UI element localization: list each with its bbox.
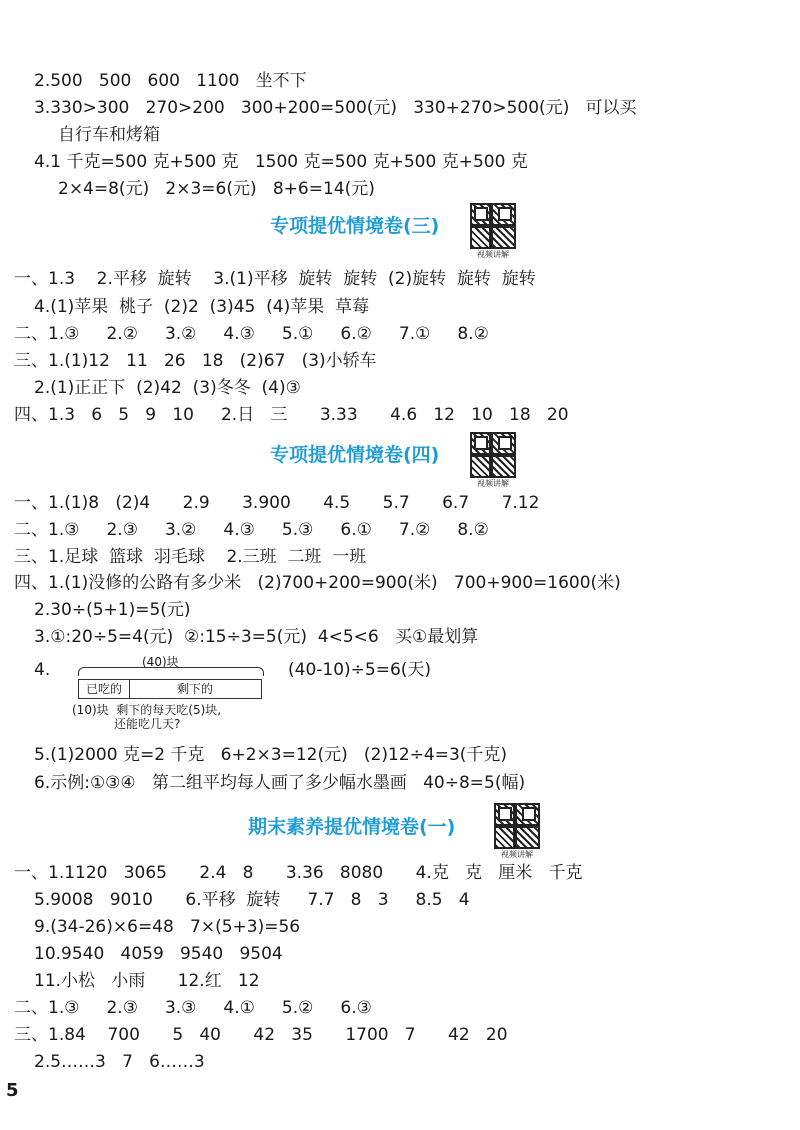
qr-code-icon [470,432,516,478]
diagram-note: (10)块 剩下的每天吃(5)块, [72,703,222,717]
answer-line: 10.9540 4059 9540 9504 [34,944,283,964]
answer-line: 9.(34-26)×6=48 7×(5+3)=56 [34,917,301,937]
section-title: 期末素养提优情境卷(一) [248,816,456,838]
answer-line: 4. [34,660,51,680]
diagram-brace [78,667,264,676]
answer-line: 三、1.(1)12 11 26 18 (2)67 (3)小轿车 [14,351,377,371]
line-segment-diagram [72,653,272,731]
section-title: 专项提优情境卷(三) [270,215,440,237]
answer-line: 二、1.③ 2.③ 3.② 4.③ 5.③ 6.① 7.② 8.② [14,520,489,540]
diagram-total-label: (40)块 [142,655,179,669]
answer-line: 2×4=8(元) 2×3=6(元) 8+6=14(元) [58,179,375,199]
answer-line: 二、1.③ 2.② 3.② 4.③ 5.① 6.② 7.① 8.② [14,324,489,344]
answer-line: (40-10)÷5=6(天) [288,660,432,680]
answer-line: 四、1.3 6 5 9 10 2.日 三 3.33 4.6 12 10 18 20 [14,405,569,425]
answer-line: 一、1.1120 3065 2.4 8 3.36 8080 4.克 克 厘米 千克 [14,863,583,883]
qr-caption: 视频讲解 [501,850,533,859]
qr-caption: 视频讲解 [477,479,509,488]
answer-line: 二、1.③ 2.③ 3.③ 4.① 5.② 6.③ [14,998,372,1018]
answer-line: 5.9008 9010 6.平移 旋转 7.7 8 3 8.5 4 [34,890,470,910]
answer-line: 3.330>300 270>200 300+200=500(元) 330+270>500(元) 可以买 [34,98,637,118]
section-title: 专项提优情境卷(四) [270,444,440,466]
answer-line: 4.1 千克=500 克+500 克 1500 克=500 克+500 克+500 克 [34,152,528,172]
answer-line: 3.①:20÷5=4(元) ②:15÷3=5(元) 4<5<6 买①最划算 [34,627,479,647]
answer-line: 2.500 500 600 1100 坐不下 [34,71,307,91]
answer-line: 2.(1)正正下 (2)42 (3)冬冬 (4)③ [34,378,301,398]
qr-code[interactable] [470,203,516,263]
answer-line: 三、1.足球 篮球 羽毛球 2.三班 二班 一班 [14,547,367,567]
page-number: 5 [6,1080,19,1101]
qr-code-icon [470,203,516,249]
qr-code[interactable] [470,432,516,492]
answer-line: 一、1.(1)8 (2)4 2.9 3.900 4.5 5.7 6.7 7.12 [14,493,540,513]
answer-line: 11.小松 小雨 12.红 12 [34,971,260,991]
diagram-question: 还能吃几天? [114,717,181,731]
answer-line: 4.(1)苹果 桃子 (2)2 (3)45 (4)苹果 草莓 [34,297,370,317]
answer-line: 三、1.84 700 5 40 42 35 1700 7 42 20 [14,1025,508,1045]
answer-line: 2.5……3 7 6……3 [34,1052,205,1072]
diagram-bar [78,679,262,699]
answer-line: 四、1.(1)没修的公路有多少米 (2)700+200=900(米) 700+900=1600(米) [14,573,621,593]
qr-code-icon [494,803,540,849]
answer-line: 5.(1)2000 克=2 千克 6+2×3=12(元) (2)12÷4=3(千克) [34,745,508,765]
diagram-eaten-segment: 已吃的 [79,680,130,698]
qr-caption: 视频讲解 [477,250,509,259]
answer-line: 6.示例:①③④ 第二组平均每人画了多少幅水墨画 40÷8=5(幅) [34,773,526,793]
diagram-left-segment: 剩下的 [176,682,213,696]
qr-code[interactable] [494,803,540,863]
answer-line: 2.30÷(5+1)=5(元) [34,600,191,620]
answer-line: 自行车和烤箱 [58,125,160,145]
answer-line: 一、1.3 2.平移 旋转 3.(1)平移 旋转 旋转 (2)旋转 旋转 旋转 [14,269,536,289]
